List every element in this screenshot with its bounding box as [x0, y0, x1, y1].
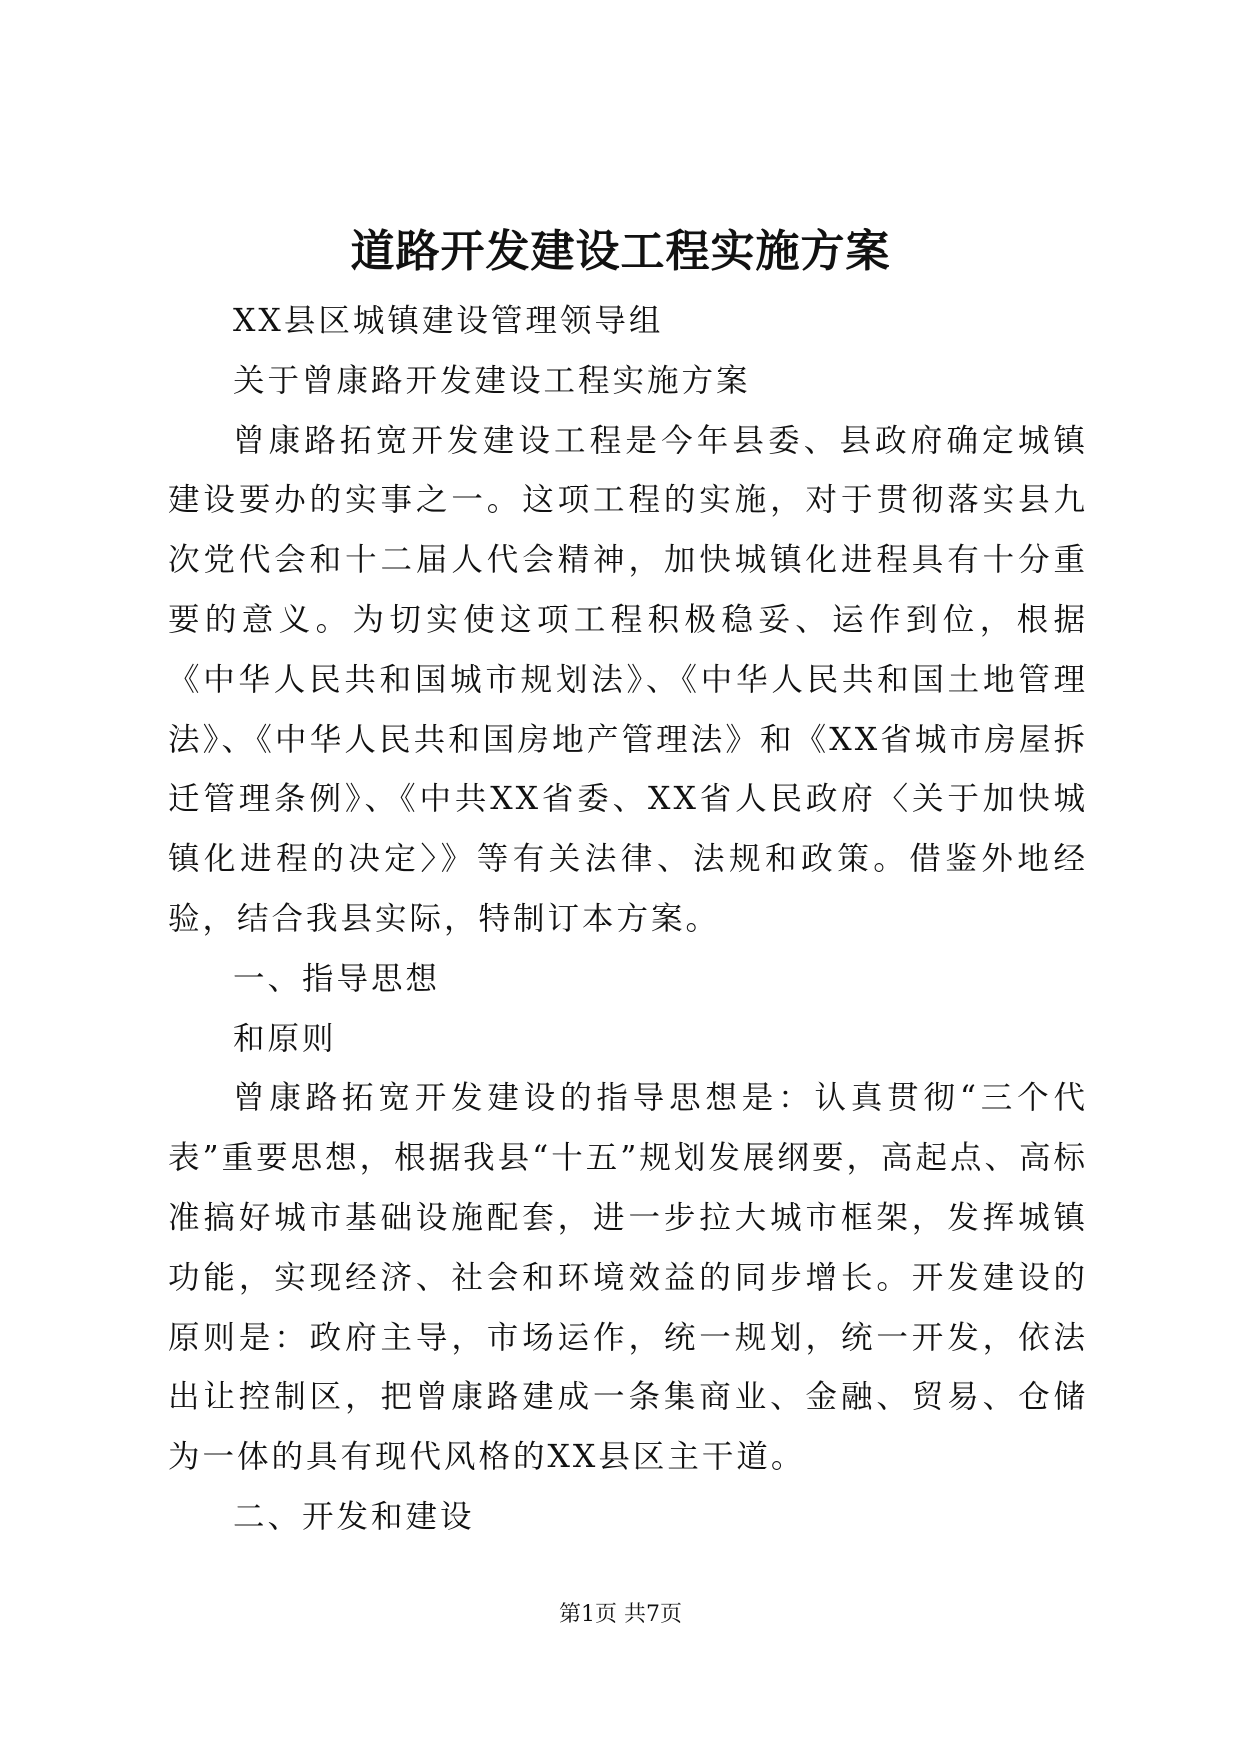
section-heading-1-continued: 和原则	[233, 1020, 337, 1057]
guiding-principles-paragraph: 曾康路拓宽开发建设的指导思想是：认真贯彻“三个代表”重要思想，根据我县“十五”规划发展纲要，高起点、高标准搞好城市基础设施配套，进一步拉大城市框架，发挥城镇功能，实现经济、社会和环境效益的同步增长。开发建设的原则是：政府主导，市场运作，统一规划，统一开发，依法出让控制区，把曾康路建成一条集商业、金融、贸易、仓储为一体的具有现代风格的XX县区主干道。	[168, 1080, 1088, 1476]
page-number-footer: 第1页 共7页	[559, 1602, 682, 1627]
intro-paragraph: 曾康路拓宽开发建设工程是今年县委、县政府确定城镇建设要办的实事之一。这项工程的实施，对于贯彻落实县九次党代会和十二届人代会精神，加快城镇化进程具有十分重要的意义。为切实使这项工程积极稳妥、运作到位，根据《中华人民共和国城市规划法》、《中华人民共和国土地管理法》、《中华人民共和国房地产管理法》和《XX省城市房屋拆迁管理条例》、《中共XX省委、XX省人民政府〈关于加快城镇化进程的决定〉》等有关法律、法规和政策。借鉴外地经验，结合我县实际，特制订本方案。	[168, 422, 1088, 937]
section-heading-2: 二、开发和建设	[233, 1498, 475, 1535]
org-line: XX县区城镇建设管理领导组	[233, 303, 664, 339]
subtitle-line: 关于曾康路开发建设工程实施方案	[233, 362, 751, 399]
document-body	[168, 292, 1088, 1548]
section-heading-1: 一、指导思想	[233, 960, 441, 997]
document-title: 道路开发建设工程实施方案	[350, 226, 891, 277]
